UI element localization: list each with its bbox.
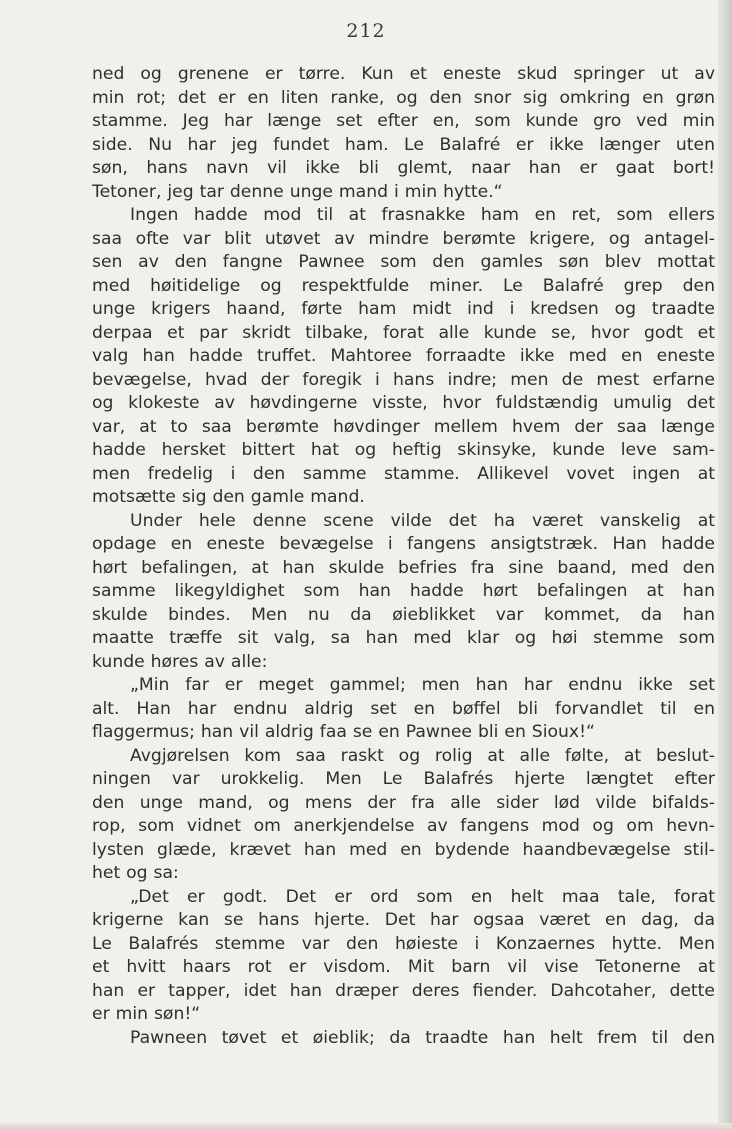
text-line: er min søn!“	[92, 1004, 201, 1024]
text-line: ningen var urokkelig. Men Le Balafrés hjerte længtet efter	[92, 769, 715, 789]
text-line: med høitidelige og respektfulde miner. Le Balafré grep den	[92, 275, 715, 296]
text-line: hørt befalingen, at han skulde befries fra sine baand, med den	[92, 557, 715, 578]
text-line: hadde hersket bittert hat og heftig skinsyke, kunde leve sam-	[92, 440, 715, 460]
text-line: skulde bindes. Men nu da øieblikket var kommet, da han	[92, 604, 715, 625]
page-bottom-edge	[0, 1123, 732, 1129]
text-line: Avgjørelsen kom saa raskt og rolig at alle følte, at beslut-	[130, 745, 715, 766]
text-line: min rot; det er en liten ranke, og den snor sig omkring en grøn	[92, 87, 715, 108]
text-line: Ingen hadde mod til at frasnakke ham en ret, som ellers	[130, 205, 715, 225]
text-line: „Min far er meget gammel; men han har endnu ikke set	[130, 675, 715, 695]
text-line: var, at to saa berømte høvdinger mellem hvem der saa længe	[92, 416, 715, 437]
text-line: lysten glæde, krævet han med en bydende haandbevægelse stil-	[92, 839, 715, 860]
text-line: søn, hans navn vil ikke bli glemt, naar han er gaat bort!	[92, 158, 715, 178]
text-line: sen av den fangne Pawnee som den gamles søn blev mottat	[92, 252, 715, 272]
text-line: „Det er godt. Det er ord som en helt maa tale, forat	[130, 886, 715, 907]
text-line: maatte træffe sit valg, sa han med klar og høi stemme som	[92, 628, 715, 648]
text-line: opdage en eneste bevægelse i fangens ansigtstræk. Han hadde	[92, 534, 715, 554]
text-line: kunde høres av alle:	[92, 651, 268, 672]
text-line: flaggermus; han vil aldrig faa se en Pawnee bli en Sioux!“	[92, 722, 595, 742]
text-line: alt. Han har endnu aldrig set en bøffel bli forvandlet til en	[92, 698, 715, 719]
text-line: krigerne kan se hans hjerte. Det har ogsaa været en dag, da	[92, 910, 715, 930]
text-line: valg han hadde truffet. Mahtoree forraadte ikke med en eneste	[92, 346, 715, 366]
body-text	[92, 63, 715, 1050]
text-line: rop, som vidnet om anerkjendelse av fangens mod og om hevn-	[92, 816, 715, 836]
text-line: Le Balafrés stemme var den høieste i Konzaernes hytte. Men	[92, 933, 715, 954]
text-line: han er tapper, idet han dræper deres fiender. Dahcotaher, dette	[92, 980, 715, 1001]
text-line: Pawneen tøvet et øieblik; da traadte han helt frem til den	[130, 1027, 715, 1048]
text-line: side. Nu har jeg fundet ham. Le Balafré er ikke længer uten	[92, 134, 715, 155]
text-line: unge krigers haand, førte ham midt ind i kredsen og traadte	[92, 299, 715, 319]
text-line: et hvitt haars rot er visdom. Mit barn vil vise Tetonerne at	[92, 957, 715, 977]
text-line: Under hele denne scene vilde det ha været vanskelig at	[130, 510, 715, 531]
page-edge-shadow	[718, 0, 732, 1129]
text-line: stamme. Jeg har længe set efter en, som kunde gro ved min	[92, 111, 715, 131]
text-line: bevægelse, hvad der foregik i hans indre; men de mest erfarne	[92, 369, 715, 390]
text-line: samme likegyldighet som han hadde hørt befalingen at han	[92, 581, 715, 601]
text-line: het og sa:	[92, 863, 179, 883]
text-line: motsætte sig den gamle mand.	[92, 487, 365, 507]
text-line: den unge mand, og mens der fra alle sider lød vilde bifalds-	[92, 792, 715, 813]
text-line: Tetoner, jeg tar denne unge mand i min hytte.“	[92, 181, 503, 202]
text-line: men fredelig i den samme stamme. Allikevel vovet ingen at	[92, 463, 715, 484]
text-line: saa ofte var blit utøvet av mindre berømte krigere, og antagel-	[92, 228, 715, 249]
page-number: 212	[346, 20, 386, 42]
text-line: ned og grenene er tørre. Kun et eneste skud springer ut av	[92, 64, 715, 84]
text-line: og klokeste av høvdingerne visste, hvor fuldstændig umulig det	[92, 393, 715, 413]
text-line: derpaa et par skridt tilbake, forat alle kunde se, hvor godt et	[92, 322, 715, 343]
